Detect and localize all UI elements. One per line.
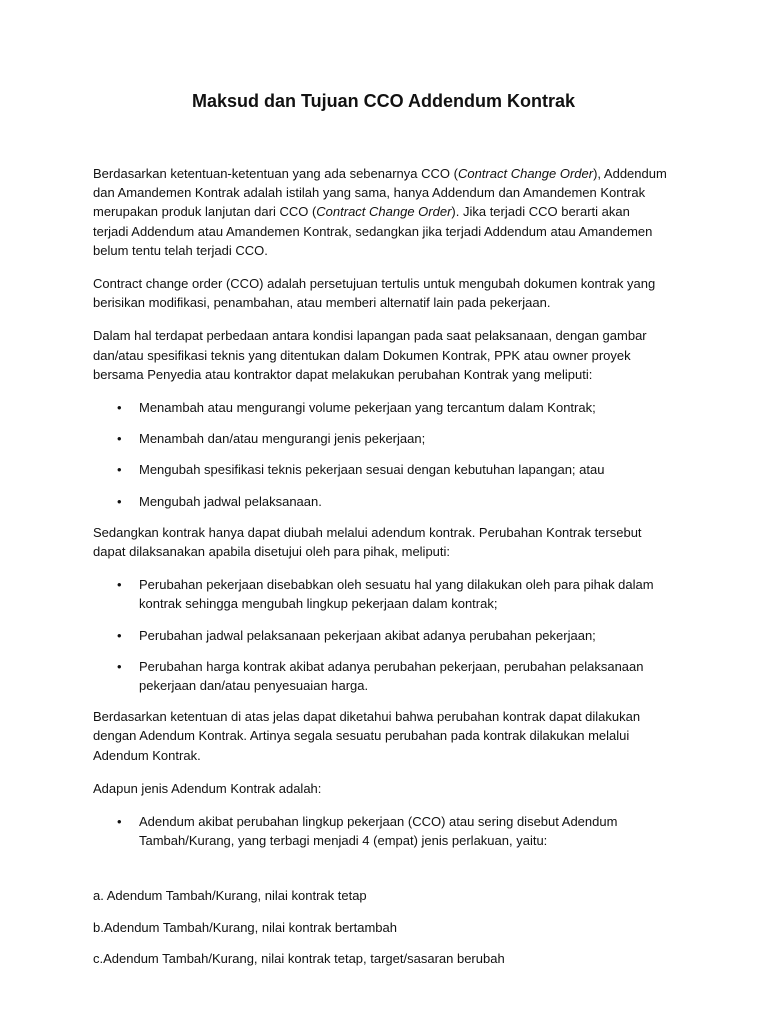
- list-item-text: Menambah atau mengurangi volume pekerjaan yang tercantum dalam Kontrak;: [139, 400, 596, 416]
- italic-term: Contract Change Order: [316, 204, 452, 220]
- list-item-text: Adendum akibat perubahan lingkup pekerjaan (CCO) atau sering disebut Adendum Tambah/Kurang, yang terbagi menjadi 4 (empat) jenis perlakuan, yaitu:: [139, 814, 618, 849]
- bullet-icon: •: [117, 577, 122, 593]
- paragraph-conditions: Dalam hal terdapat perbedaan antara kondisi lapangan pada saat pelaksanaan, dengan gambar dan/atau spesifikasi teknis yang ditentukan dalam Dokumen Kontrak, PPK atau owner proyek bersama Penyedia atau kontraktor dapat melakukan perubahan Kontrak yang meliputi:: [93, 328, 647, 382]
- paragraph-conclusion: Berdasarkan ketentuan di atas jelas dapat diketahui bahwa perubahan kontrak dapat dilakukan dengan Adendum Kontrak. Artinya segala sesuatu perubahan pada kontrak dilakukan melalui Adendum Kontrak.: [93, 709, 641, 763]
- list-item-text: Perubahan harga kontrak akibat adanya perubahan pekerjaan, perubahan pelaksanaan pekerjaan dan/atau penyesuaian harga.: [139, 658, 644, 694]
- bullet-list-adendum: [93, 575, 668, 695]
- paragraph-text: Berdasarkan ketentuan-ketentuan yang ada sebenarnya CCO (: [93, 166, 458, 181]
- list-item-text: Perubahan jadwal pelaksanaan pekerjaan akibat adanya perubahan pekerjaan;: [139, 627, 596, 643]
- adendum-type-item: b.Adendum Tambah/Kurang, nilai kontrak bertambah: [93, 919, 398, 935]
- list-item-text: Menambah dan/atau mengurangi jenis pekerjaan;: [139, 431, 426, 447]
- bullet-icon: •: [117, 400, 122, 416]
- list-item-text: Mengubah jadwal pelaksanaan.: [139, 493, 322, 509]
- list-item: [93, 575, 668, 613]
- bullet-icon: •: [117, 462, 122, 478]
- list-item: [93, 492, 668, 511]
- paragraph-text: ), Addendum dan Amandemen Kontrak adalah istilah yang sama, hanya Addendum dan Amandemen Kontrak merupakan produk lanjutan dari CCO (: [93, 166, 667, 220]
- paragraph-adendum: Sedangkan kontrak hanya dapat diubah melalui adendum kontrak. Perubahan Kontrak tersebut dapat dilaksanakan apabila disetujui oleh para pihak, meliputi:: [93, 524, 642, 560]
- bullet-icon: •: [117, 627, 122, 643]
- list-item: [93, 812, 668, 850]
- paragraph-definition: Contract change order (CCO) adalah persetujuan tertulis untuk mengubah dokumen kontrak yang berisikan modifikasi, penambahan, atau memberi alternatif lain pada pekerjaan.: [93, 276, 656, 311]
- paragraph-text: ). Jika terjadi CCO berarti akan terjadi Addendum atau Amandemen Kontrak, sedangkan jika terjadi Addendum atau Amandemen belum tentu telah terjadi CCO.: [93, 204, 653, 258]
- bullet-icon: •: [117, 814, 122, 830]
- bullet-list-types: [93, 812, 668, 850]
- list-item: [93, 460, 668, 479]
- bullet-icon: •: [117, 431, 122, 447]
- bullet-icon: •: [117, 658, 122, 674]
- bullet-icon: •: [117, 493, 122, 509]
- bullet-list-changes: [93, 398, 668, 511]
- paragraph-intro: [93, 164, 668, 260]
- adendum-type-item: a. Adendum Tambah/Kurang, nilai kontrak tetap: [93, 888, 367, 904]
- document-title: Maksud dan Tujuan CCO Addendum Kontrak: [191, 91, 575, 111]
- adendum-type-item: c.Adendum Tambah/Kurang, nilai kontrak tetap, target/sasaran berubah: [93, 950, 505, 966]
- list-item: [93, 429, 668, 448]
- list-item: [93, 398, 668, 417]
- list-item-text: Perubahan pekerjaan disebabkan oleh sesuatu hal yang dilakukan oleh para pihak dalam kontrak sehingga mengubah lingkup pekerjaan dalam kontrak;: [139, 577, 654, 612]
- spacer: [93, 862, 668, 886]
- italic-term: Contract Change Order: [457, 166, 594, 181]
- list-item-text: Mengubah spesifikasi teknis pekerjaan sesuai dengan kebutuhan lapangan; atau: [139, 462, 605, 478]
- list-item: [93, 626, 668, 645]
- adendum-type-list: [93, 886, 668, 968]
- paragraph-types-heading: Adapun jenis Adendum Kontrak adalah:: [93, 780, 322, 796]
- list-item: [93, 657, 668, 695]
